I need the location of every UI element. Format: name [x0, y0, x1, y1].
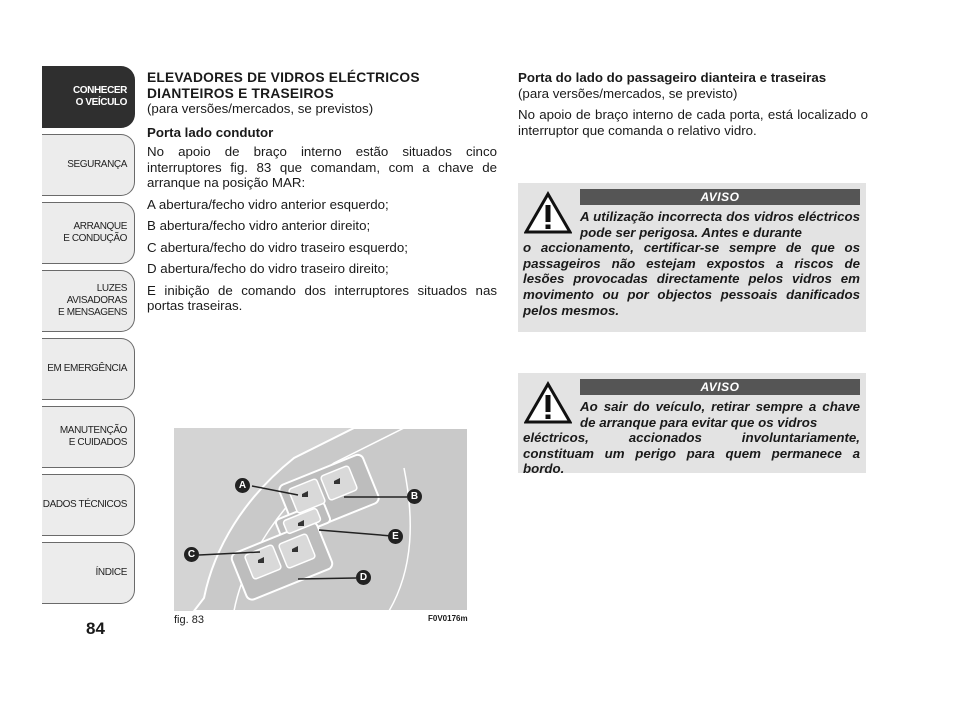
tab-dados-tecnicos[interactable]: DADOS TÉCNICOS	[42, 474, 135, 536]
figure-label-e: E	[388, 529, 403, 544]
chapter-tabs	[42, 66, 135, 610]
left-column	[147, 70, 497, 320]
figure-window-switches	[174, 428, 468, 611]
figure-label-d: D	[356, 570, 371, 585]
figure-label-b: B	[407, 489, 422, 504]
figure-label-c: C	[184, 547, 199, 562]
tab-manutencao-e-cuidados[interactable]: MANUTENÇÃO E CUIDADOS	[42, 406, 135, 468]
passenger-door-subtitle: (para versões/mercados, se previsto)	[518, 85, 738, 101]
window-switch-illustration	[174, 428, 468, 611]
intro-paragraph: No apoio de braço interno estão situados cinco interruptores fig. 83 que comandam, com a chave de arranque na posição MAR:	[147, 144, 497, 190]
warning-text: Ao sair do veículo, retirar sempre a chave de arranque para evitar que os vidros eléctricos, accionados involuntariamente, constituam um perigo para quem permanece a bordo.	[523, 399, 860, 477]
tab-em-emergencia[interactable]: EM EMERGÊNCIA	[42, 338, 135, 400]
figure-label-a: A	[235, 478, 250, 493]
passenger-door-text: No apoio de braço interno de cada porta, está localizado o interruptor que comanda o relativo vidro.	[518, 107, 868, 138]
warning-box	[518, 183, 866, 332]
driver-door-heading: Porta lado condutor	[147, 124, 274, 140]
list-item: B abertura/fecho vidro anterior direito;	[147, 218, 371, 233]
warning-label: AVISO	[580, 189, 860, 205]
figure-caption: fig. 83	[174, 614, 204, 626]
list-item: C abertura/fecho do vidro traseiro esquerdo;	[147, 239, 408, 255]
warning-triangle-icon	[524, 191, 572, 235]
section-title: ELEVADORES DE VIDROS ELÉCTRICOS DIANTEIROS E TRASEIROS	[147, 70, 420, 101]
page-number: 84	[86, 619, 105, 638]
passenger-door-heading: Porta do lado do passageiro dianteira e traseiras	[518, 70, 827, 85]
tab-indice[interactable]: ÍNDICE	[42, 542, 135, 604]
list-item: A abertura/fecho vidro anterior esquerdo;	[147, 196, 389, 212]
tab-conhecer-o-veiculo[interactable]: CONHECER O VEÍCULO	[42, 66, 135, 128]
tab-seguranca[interactable]: SEGURANÇA	[42, 134, 135, 196]
list-item: E inibição de comando dos interruptores situados nas portas traseiras.	[147, 282, 497, 313]
tab-luzes-avisadoras[interactable]: LUZES AVISADORAS E MENSAGENS	[42, 270, 135, 332]
right-column	[518, 70, 868, 144]
warning-text: A utilização incorrecta dos vidros eléctricos pode ser perigosa. Antes e durante o accionamento, certificar-se sempre de que os passageiros não estejam expostos a riscos de lesões provocadas directamente pelos vidros em movimento ou por objectos pessoais danificados pelos mesmos.	[523, 209, 860, 318]
warning-triangle-icon	[524, 381, 572, 425]
tab-arranque-e-conducao[interactable]: ARRANQUE E CONDUÇÃO	[42, 202, 135, 264]
list-item: D abertura/fecho do vidro traseiro direito;	[147, 261, 389, 276]
figure-code: F0V0176m	[428, 614, 468, 623]
warning-label: AVISO	[580, 379, 860, 395]
section-subtitle: (para versões/mercados, se previstos)	[147, 101, 374, 116]
warning-box	[518, 373, 866, 477]
